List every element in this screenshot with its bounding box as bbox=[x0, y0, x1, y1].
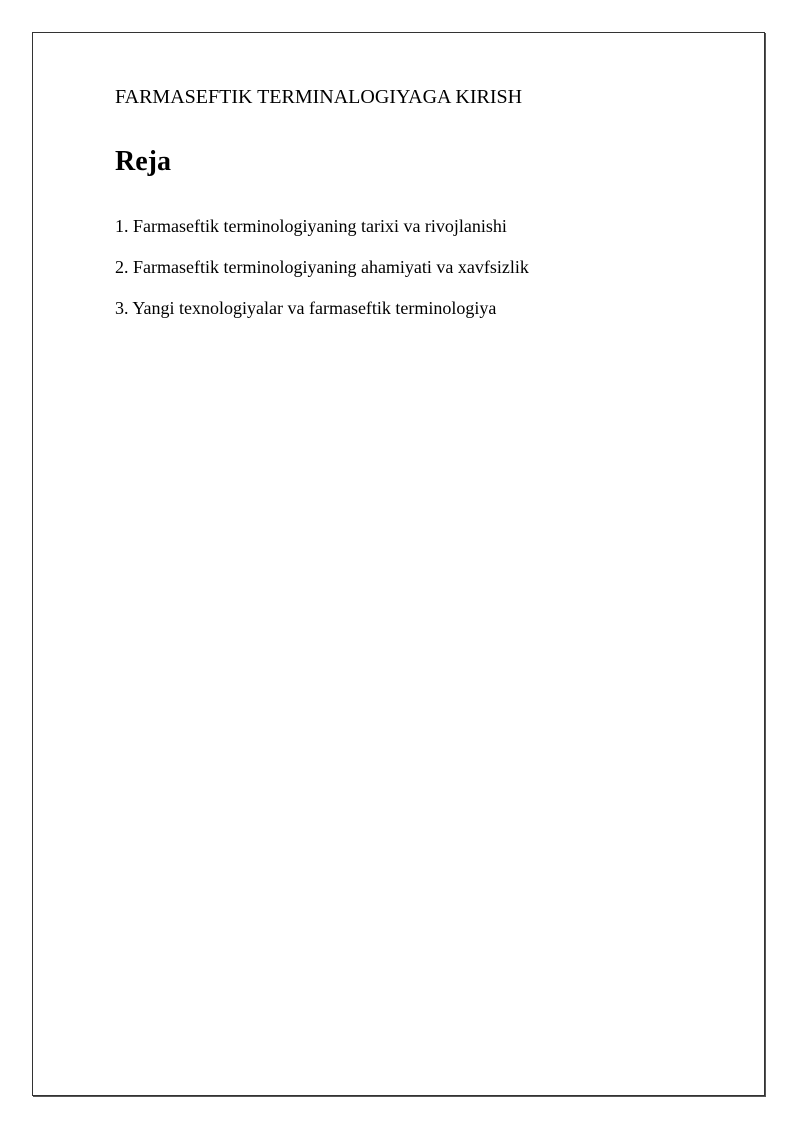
plan-item-1: 1. Farmaseftik terminologiyaning tarixi va rivojlanishi bbox=[115, 216, 507, 236]
plan-heading: Reja bbox=[115, 146, 171, 177]
page-frame bbox=[32, 32, 765, 1096]
plan-item-2: 2. Farmaseftik terminologiyaning ahamiyati va xavfsizlik bbox=[115, 257, 529, 277]
plan-list bbox=[115, 215, 529, 338]
plan-item-3: 3. Yangi texnologiyalar va farmaseftik terminologiya bbox=[115, 298, 497, 318]
document-title: FARMASEFTIK TERMINALOGIYAGA KIRISH bbox=[115, 86, 523, 108]
